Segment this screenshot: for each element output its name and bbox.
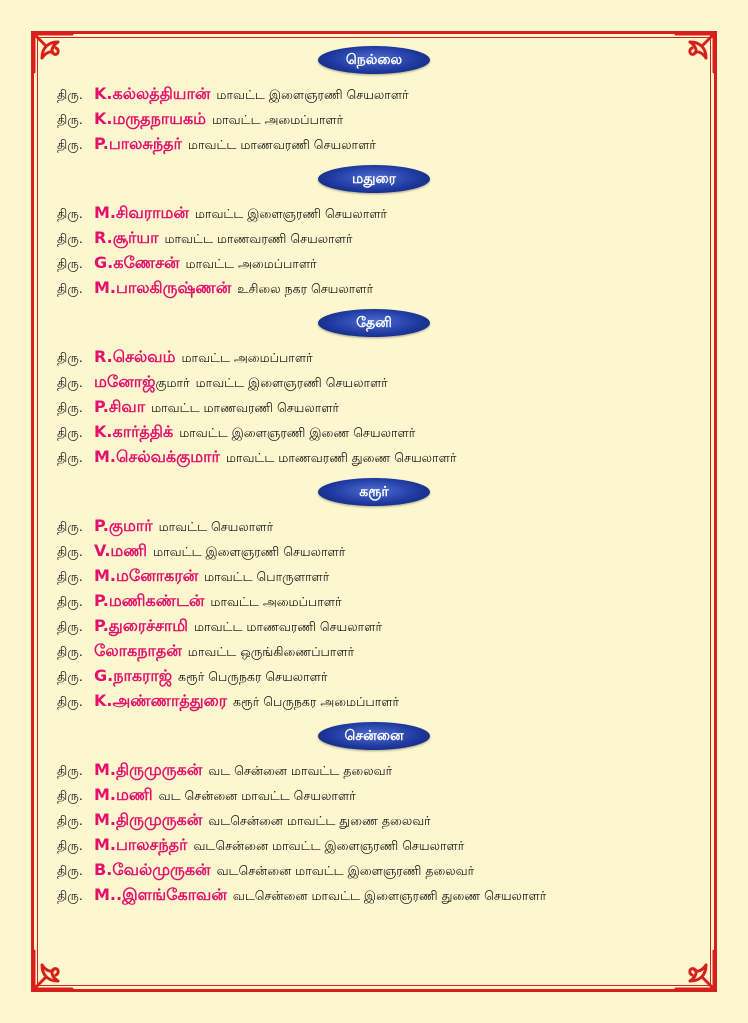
member-role: மாவட்ட பொருளாளர் xyxy=(204,569,330,584)
list-item xyxy=(0,882,748,907)
member-role: மாவட்ட மாணவரணி செயலாளர் xyxy=(151,400,340,415)
member-role: கரூர் பெருநகர அமைப்பாளர் xyxy=(233,694,400,709)
member-name: லோகநாதன் xyxy=(94,641,182,660)
honorific: திரு. xyxy=(57,137,83,152)
list-item xyxy=(0,419,748,444)
member-role: மாவட்ட மாணவரணி துணை செயலாளர் xyxy=(225,450,457,465)
list-item xyxy=(0,225,748,250)
member-role: மாவட்ட இளைஞரணி செயலாளர் xyxy=(216,87,409,102)
honorific: திரு. xyxy=(57,888,83,903)
member-name: M.பாலகிருஷ்ணன் xyxy=(94,278,232,297)
member-list xyxy=(0,45,748,907)
honorific: திரு. xyxy=(57,450,83,465)
list-item xyxy=(0,613,748,638)
member-name: M.செல்வக்குமார் xyxy=(94,447,220,466)
member-role: மாவட்ட அமைப்பாளர் xyxy=(185,256,317,271)
section-chennai xyxy=(0,721,748,907)
list-item xyxy=(0,369,748,394)
honorific: திரு. xyxy=(57,519,83,534)
list-item xyxy=(0,394,748,419)
member-name: R.செல்வம் xyxy=(94,347,176,366)
member-role: வடசென்னை மாவட்ட இளைஞரணி தலைவர் xyxy=(216,863,475,878)
honorific: திரு. xyxy=(57,206,83,221)
member-role: வட சென்னை மாவட்ட தலைவர் xyxy=(208,763,393,778)
member-name: G.நாகராஜ் xyxy=(94,666,173,685)
member-role: மாவட்ட அமைப்பாளர் xyxy=(210,594,342,609)
member-role: மாவட்ட அமைப்பாளர் xyxy=(212,112,344,127)
member-role: கரூர் பெருநகர செயலாளர் xyxy=(178,669,328,684)
honorific: திரு. xyxy=(57,400,83,415)
member-name: M.மணி xyxy=(94,785,153,804)
list-item xyxy=(0,782,748,807)
section-title: சென்னை xyxy=(318,722,430,750)
honorific: திரு. xyxy=(57,863,83,878)
list-item xyxy=(0,250,748,275)
list-item xyxy=(0,81,748,106)
member-name: மனோஜ் xyxy=(94,372,156,391)
member-role: மாவட்ட அமைப்பாளர் xyxy=(181,350,313,365)
member-role: உசிலை நகர செயலாளர் xyxy=(237,281,374,296)
honorific: திரு. xyxy=(57,813,83,828)
section-theni xyxy=(0,308,748,469)
section-karur xyxy=(0,477,748,713)
list-item xyxy=(0,538,748,563)
member-name: M.திருமுருகன் xyxy=(94,760,203,779)
honorific: திரு. xyxy=(57,425,83,440)
member-name: R.சூர்யா xyxy=(94,228,159,247)
list-item xyxy=(0,857,748,882)
member-role: மாவட்ட மாணவரணி செயலாளர் xyxy=(187,137,376,152)
member-name: K.கல்லத்தியான் xyxy=(94,84,211,103)
member-role: மாவட்ட மாணவரணி செயலாளர் xyxy=(164,231,353,246)
section-title: நெல்லை xyxy=(318,46,430,74)
section-title: மதுரை xyxy=(318,165,430,193)
corner-ornament-icon xyxy=(28,935,88,995)
member-name: K.கார்த்திக் xyxy=(94,422,174,441)
list-item xyxy=(0,131,748,156)
honorific: திரு. xyxy=(57,256,83,271)
member-role: வடசென்னை மாவட்ட துணை தலைவர் xyxy=(208,813,431,828)
honorific: திரு. xyxy=(57,669,83,684)
list-item xyxy=(0,588,748,613)
member-name: P.சிவா xyxy=(94,397,146,416)
member-name: G.கணேசன் xyxy=(94,253,180,272)
member-name: M.மனோகரன் xyxy=(94,566,199,585)
member-role: மாவட்ட இளைஞரணி இணை செயலாளர் xyxy=(179,425,416,440)
list-item xyxy=(0,663,748,688)
member-name: P.குமார் xyxy=(94,516,153,535)
honorific: திரு. xyxy=(57,231,83,246)
list-item xyxy=(0,513,748,538)
honorific: திரு. xyxy=(57,644,83,659)
honorific: திரு. xyxy=(57,375,83,390)
list-item xyxy=(0,106,748,131)
section-title: கரூர் xyxy=(318,478,430,506)
member-role: மாவட்ட ஒருங்கிணைப்பாளர் xyxy=(187,644,355,659)
member-role: வடசென்னை மாவட்ட இளைஞரணி துணை செயலாளர் xyxy=(232,888,547,903)
member-name: M.திருமுருகன் xyxy=(94,810,203,829)
member-role: மாவட்ட மாணவரணி செயலாளர் xyxy=(193,619,382,634)
list-item xyxy=(0,807,748,832)
member-name: K.மருதநாயகம் xyxy=(94,109,207,128)
member-name: P.துரைச்சாமி xyxy=(94,616,188,635)
honorific: திரு. xyxy=(57,569,83,584)
list-item xyxy=(0,344,748,369)
honorific: திரு. xyxy=(57,838,83,853)
list-item xyxy=(0,638,748,663)
member-name: M..இளங்கோவன் xyxy=(94,885,227,904)
corner-ornament-icon xyxy=(660,935,720,995)
list-item xyxy=(0,832,748,857)
section-nellai xyxy=(0,45,748,156)
member-role: மாவட்ட இளைஞரணி செயலாளர் xyxy=(195,375,388,390)
honorific: திரு. xyxy=(57,763,83,778)
list-item xyxy=(0,688,748,713)
list-item xyxy=(0,275,748,300)
member-name: M.பாலசந்தர் xyxy=(94,835,188,854)
section-madurai xyxy=(0,164,748,300)
honorific: திரு. xyxy=(57,544,83,559)
list-item xyxy=(0,757,748,782)
member-role: மாவட்ட செயலாளர் xyxy=(158,519,274,534)
honorific: திரு. xyxy=(57,594,83,609)
member-name-suffix: குமார் xyxy=(155,375,190,390)
list-item xyxy=(0,563,748,588)
member-name: P.பாலசுந்தர் xyxy=(94,134,182,153)
honorific: திரு. xyxy=(57,350,83,365)
honorific: திரு. xyxy=(57,694,83,709)
member-role: மாவட்ட இளைஞரணி செயலாளர் xyxy=(194,206,388,221)
member-name: M.சிவராமன் xyxy=(94,203,189,222)
honorific: திரு. xyxy=(57,619,83,634)
section-title: தேனி xyxy=(318,309,430,337)
member-name: B.வேல்முருகன் xyxy=(94,860,211,879)
honorific: திரு. xyxy=(57,281,83,296)
member-role: மாவட்ட இளைஞரணி செயலாளர் xyxy=(153,544,346,559)
member-name: V.மணி xyxy=(94,541,148,560)
member-role: வட சென்னை மாவட்ட செயலாளர் xyxy=(158,788,356,803)
honorific: திரு. xyxy=(57,87,83,102)
member-name: K.அண்ணாத்துரை xyxy=(94,691,228,710)
member-role: வடசென்னை மாவட்ட இளைஞரணி செயலாளர் xyxy=(193,838,465,853)
list-item xyxy=(0,444,748,469)
list-item xyxy=(0,200,748,225)
honorific: திரு. xyxy=(57,788,83,803)
member-name: P.மணிகண்டன் xyxy=(94,591,205,610)
honorific: திரு. xyxy=(57,112,83,127)
